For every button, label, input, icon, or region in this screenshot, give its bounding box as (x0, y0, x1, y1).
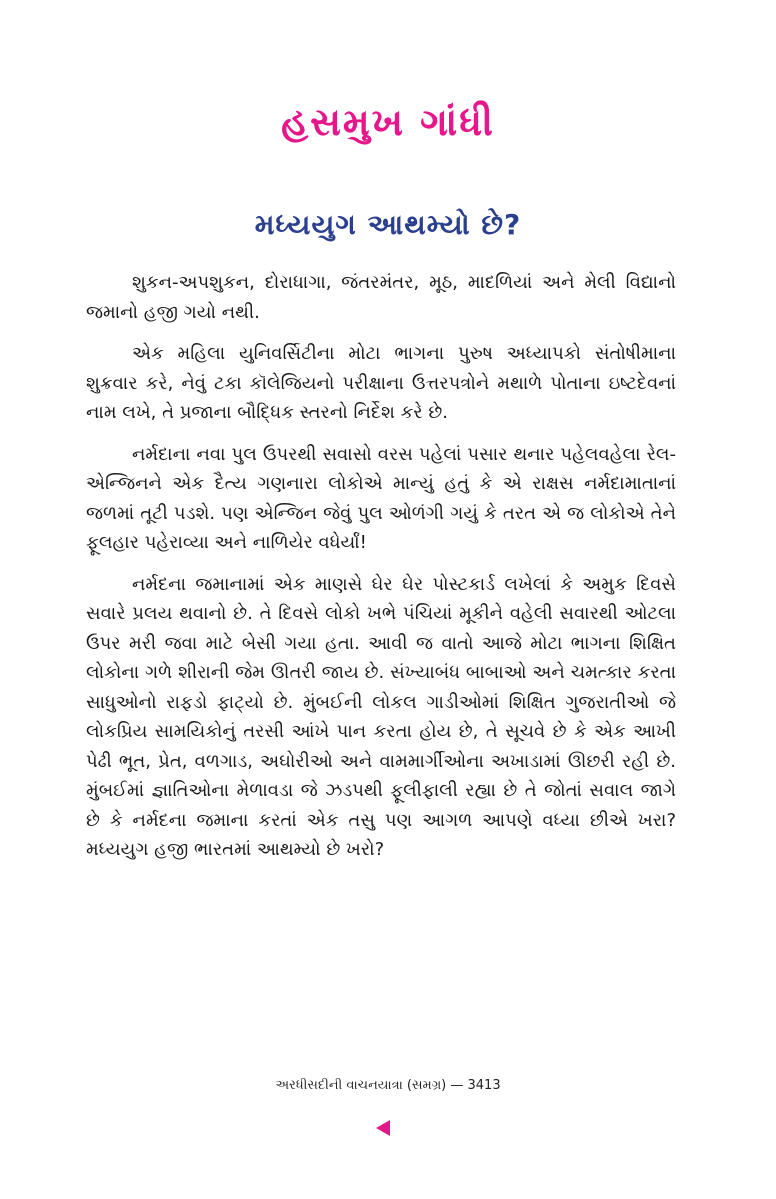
paragraph-2: એક મહિલા યુનિવર્સિટીના મોટા ભાગના પુરુષ અધ્યાપકો સંતોષીમાના શુક્રવાર કરે, નેવું ટકા કૉલેજિયનો પરીક્ષાના ઉત્તરપત્રોને મથાળે પોતાના ઇષ્ટદેવનાં નામ લખે, તે પ્રજાના બૌદ્ધિક સ્તરનો નિર્દેશ કરે છે. (86, 343, 676, 423)
article-body (86, 268, 676, 877)
paragraph-4: નર્મદના જમાનામાં એક માણસે ઘેર ઘેર પોસ્ટકાર્ડ લખેલાં કે અમુક દિવસે સવારે પ્રલય થવાનો છે. તે દિવસે લોકો ખભે પંચિયાં મૂકીને વહેલી સવારથી ઓટલા ઉપર મરી જવા માટે બેસી ગયા હતા. આવી જ વાતો આજે મોટા ભાગના શિક્ષિત લોકોના ગળે શીરાની જેમ ઊતરી જાય છે. સંખ્યાબંધ બાબાઓ અને ચમત્કાર કરતા સાધુઓનો રાફડો ફાટ્યો છે. મુંબઈની લોકલ ગાડીઓમાં શિક્ષિત ગુજરાતીઓ જે લોકપ્રિય સામયિકોનું તરસી આંખે પાન કરતા હોય છે, તે સૂચવે છે કે એક આખી પેઢી ભૂત, પ્રેત, વળગાડ, અઘોરીઓ અને વામમાર્ગીઓના અખાડામાં ઊછરી રહી છે. મુંબઈમાં જ્ઞાતિઓના મેળાવડા જે ઝડપથી ફૂલીફાલી રહ્યા છે તે જોતાં સવાલ જાગે છે કે નર્મદના જમાના કરતાં એક તસુ પણ આગળ આપણે વધ્યા છીએ ખરા? મધ્યયુગ હજી ભારતમાં આથમ્યો છે ખરો? (86, 573, 676, 860)
previous-page-arrow-icon[interactable] (376, 1120, 390, 1136)
paragraph-3: નર્મદાના નવા પુલ ઉપરથી સવાસો વરસ પહેલાં પસાર થનાર પહેલવહેલા રેલ-એન્જિનને એક દૈત્ય ગણનારા લોકોએ માન્યું હતું કે એ રાક્ષસ નર્મદામાતાનાં જળમાં તૂટી પડશે. પણ એન્જિન જેવું પુલ ઓળંગી ગયું કે તરત એ જ લોકોએ તેને ફૂલહાર પહેરાવ્યા અને નાળિયેર વધેર્યાં! (86, 443, 676, 553)
paragraph-1: શુકન-અપશુકન, દોરાધાગા, જંતરમંતર, મૂઠ, માદળિયાં અને મેલી વિદ્યાનો જમાનો હજી ગયો નથી. (86, 272, 676, 323)
page-footer: અરધીસદીની વાચનયાત્રા (સમગ્ર) — 3413 (275, 1078, 501, 1093)
article-title: મધ્યયુગ આથમ્યો છે? (254, 208, 522, 241)
author-name: હસમુખ ગાંધી (281, 100, 495, 144)
